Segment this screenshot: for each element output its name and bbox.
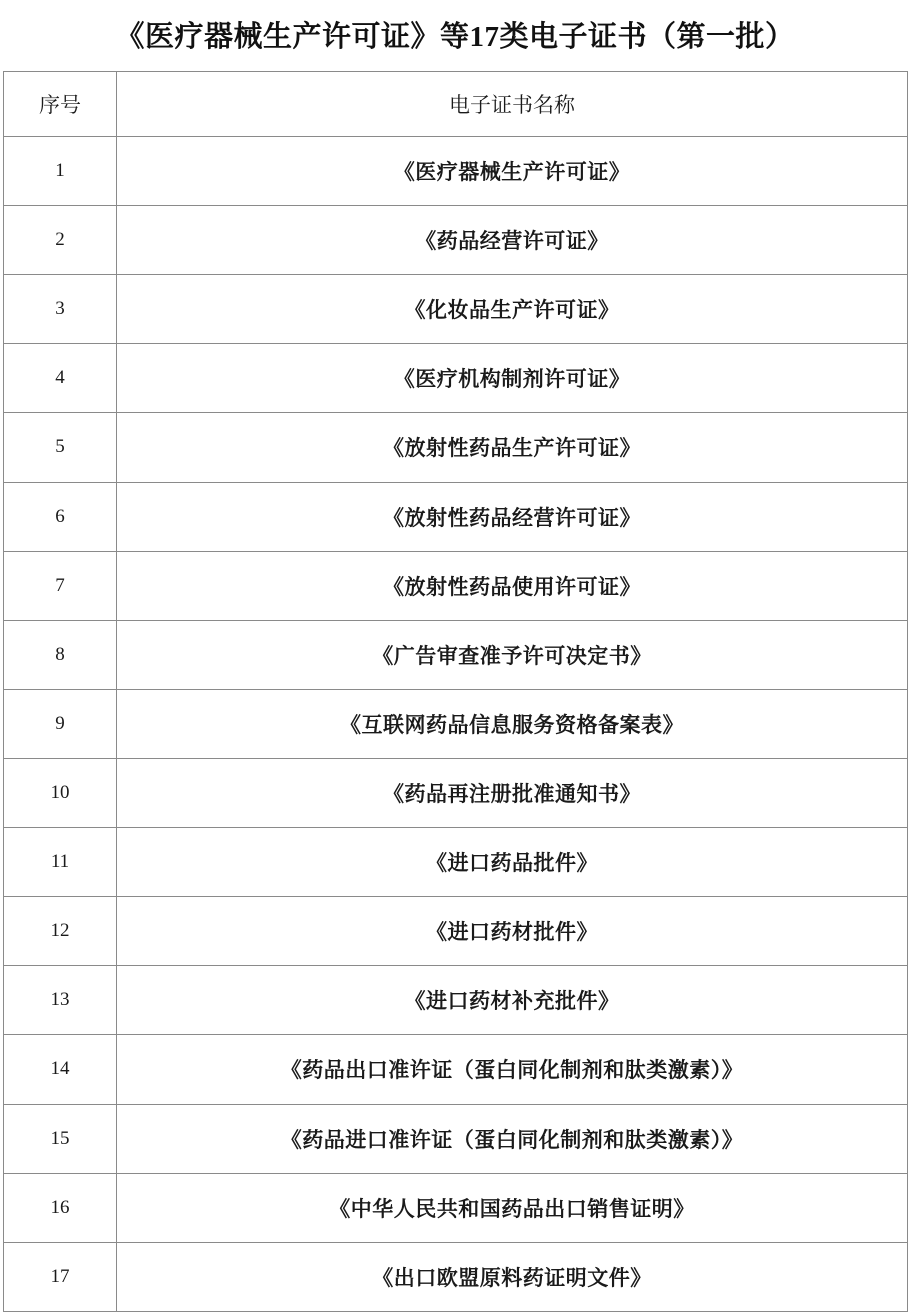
column-header-name: 电子证书名称 xyxy=(117,72,908,137)
table-row xyxy=(4,482,908,551)
cell-index: 14 xyxy=(4,1035,117,1104)
cell-index: 11 xyxy=(4,828,117,897)
table-row xyxy=(4,828,908,897)
table-row xyxy=(4,344,908,413)
cell-certificate-name: 《放射性药品经营许可证》 xyxy=(117,482,908,551)
cell-index: 5 xyxy=(4,413,117,482)
table-row xyxy=(4,897,908,966)
cell-certificate-name: 《医疗机构制剂许可证》 xyxy=(117,344,908,413)
table-row xyxy=(4,966,908,1035)
cell-index: 8 xyxy=(4,620,117,689)
table-row xyxy=(4,689,908,758)
cell-certificate-name: 《广告审查准予许可决定书》 xyxy=(117,620,908,689)
cell-certificate-name: 《放射性药品生产许可证》 xyxy=(117,413,908,482)
table-header-row xyxy=(4,72,908,137)
table-body xyxy=(4,137,908,1312)
cell-certificate-name: 《进口药材批件》 xyxy=(117,897,908,966)
table-row xyxy=(4,1035,908,1104)
table-header xyxy=(4,72,908,137)
cell-index: 7 xyxy=(4,551,117,620)
cell-certificate-name: 《出口欧盟原料药证明文件》 xyxy=(117,1242,908,1311)
cell-index: 16 xyxy=(4,1173,117,1242)
cell-certificate-name: 《化妆品生产许可证》 xyxy=(117,275,908,344)
column-header-index: 序号 xyxy=(4,72,117,137)
table-row xyxy=(4,758,908,827)
cell-certificate-name: 《药品经营许可证》 xyxy=(117,206,908,275)
cell-index: 3 xyxy=(4,275,117,344)
table-row xyxy=(4,413,908,482)
cell-index: 17 xyxy=(4,1242,117,1311)
table-row xyxy=(4,1173,908,1242)
cell-certificate-name: 《中华人民共和国药品出口销售证明》 xyxy=(117,1173,908,1242)
cell-certificate-name: 《药品再注册批准通知书》 xyxy=(117,758,908,827)
cell-index: 12 xyxy=(4,897,117,966)
table-row xyxy=(4,206,908,275)
cell-index: 10 xyxy=(4,758,117,827)
cell-index: 2 xyxy=(4,206,117,275)
cell-certificate-name: 《药品出口准许证（蛋白同化制剂和肽类激素）》 xyxy=(117,1035,908,1104)
cell-certificate-name: 《进口药品批件》 xyxy=(117,828,908,897)
certificate-table xyxy=(3,71,908,1312)
table-row xyxy=(4,620,908,689)
cell-index: 6 xyxy=(4,482,117,551)
cell-index: 15 xyxy=(4,1104,117,1173)
table-row xyxy=(4,275,908,344)
table-row xyxy=(4,137,908,206)
cell-index: 1 xyxy=(4,137,117,206)
cell-index: 9 xyxy=(4,689,117,758)
cell-index: 4 xyxy=(4,344,117,413)
cell-index: 13 xyxy=(4,966,117,1035)
cell-certificate-name: 《互联网药品信息服务资格备案表》 xyxy=(117,689,908,758)
table-row xyxy=(4,1242,908,1311)
table-row xyxy=(4,1104,908,1173)
cell-certificate-name: 《药品进口准许证（蛋白同化制剂和肽类激素）》 xyxy=(117,1104,908,1173)
cell-certificate-name: 《医疗器械生产许可证》 xyxy=(117,137,908,206)
page-title: 《医疗器械生产许可证》等17类电子证书（第一批） xyxy=(115,21,795,53)
cell-certificate-name: 《放射性药品使用许可证》 xyxy=(117,551,908,620)
cell-certificate-name: 《进口药材补充批件》 xyxy=(117,966,908,1035)
table-row xyxy=(4,551,908,620)
